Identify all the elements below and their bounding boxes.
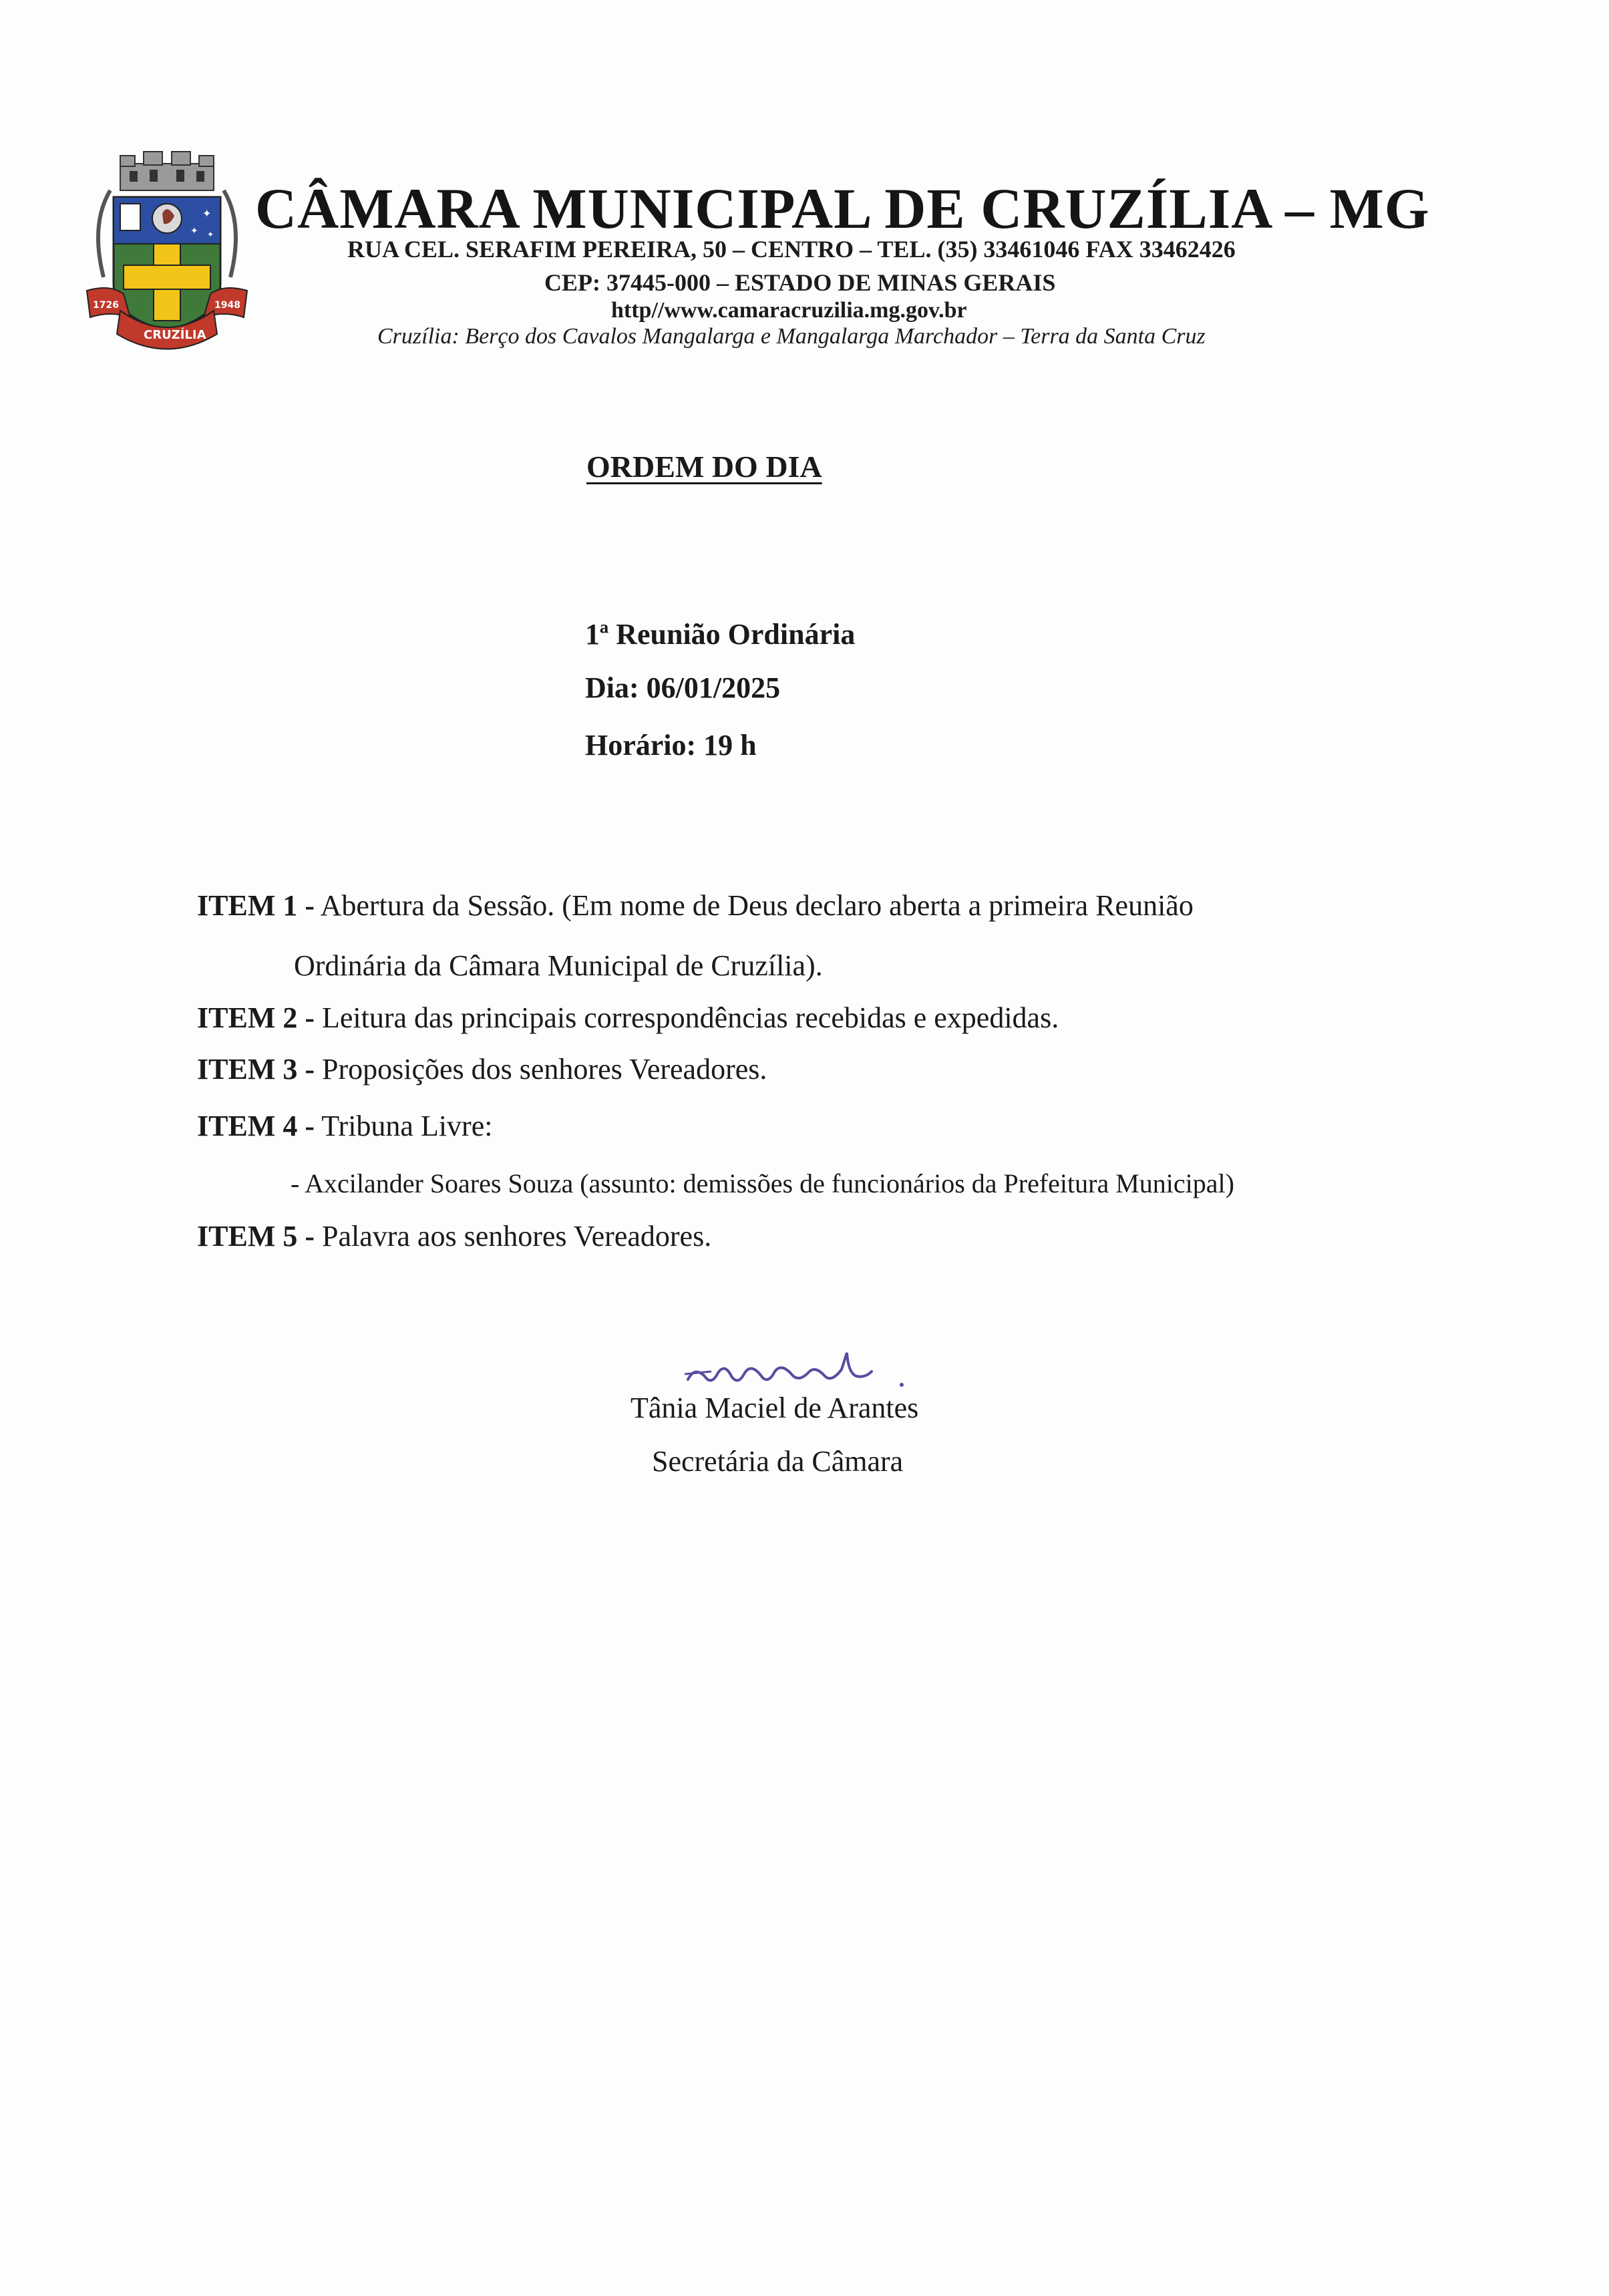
agenda-item-5 [197,1219,711,1253]
coat-of-arms-logo [83,150,250,351]
cep-line: CEP: 37445-000 – ESTADO DE MINAS GERAIS [544,269,1056,296]
right-branch [224,190,236,277]
svg-text:1726: 1726 [93,300,119,311]
agenda-item-1-continuation: Ordinária da Câmara Municipal de Cruzília). [294,949,823,982]
meeting-date: Dia: 06/01/2025 [585,671,781,704]
institution-title: CÂMARA MUNICIPAL DE CRUZÍLIA – MG [255,176,1430,240]
item-label: ITEM 3 - [197,1053,315,1086]
item-text: Palavra aos senhores Vereadores. [315,1220,712,1253]
motto-line: Cruzília: Berço dos Cavalos Mangalarga e Mangalarga Marchador – Terra da Santa Cruz [377,324,1206,349]
svg-text:✦: ✦ [202,207,212,220]
mural-crown [120,152,214,190]
agenda-item-3 [197,1052,767,1086]
left-branch [98,190,110,277]
address-line: RUA CEL. SERAFIM PEREIRA, 50 – CENTRO – TEL. (35) 33461046 FAX 33462426 [347,236,1236,263]
svg-text:✦: ✦ [207,230,214,239]
item-text: Proposições dos senhores Vereadores. [315,1053,767,1086]
agenda-item-1 [197,888,1194,923]
svg-text:✦: ✦ [190,226,198,236]
document-heading: ORDEM DO DIA [586,450,822,484]
agenda-item-4 [197,1109,492,1143]
item-text: Tribuna Livre: [315,1110,493,1142]
signatory-name: Tânia Maciel de Arantes [631,1391,919,1424]
signatory-title: Secretária da Câmara [652,1445,904,1478]
svg-text:CRUZÍLIA: CRUZÍLIA [144,328,206,342]
item-label: ITEM 5 - [197,1220,315,1253]
agenda-item-2 [197,1001,1059,1035]
svg-text:1948: 1948 [214,300,240,311]
agenda-item-4-subitem: - Axcilander Soares Souza (assunto: demissões de funcionários da Prefeitura Municipal) [291,1168,1234,1198]
item-text: Abertura da Sessão. (Em nome de Deus declaro aberta a primeira Reunião [315,889,1194,922]
item-label: ITEM 4 - [197,1110,315,1142]
shield [114,197,220,331]
meeting-time: Horário: 19 h [585,729,757,762]
website-line: http//www.camaracruzilia.mg.gov.br [611,298,967,323]
item-text: Leitura das principais correspondências recebidas e expedidas. [315,1001,1059,1034]
item-label: ITEM 1 - [197,889,315,922]
meeting-name: 1ª Reunião Ordinária [585,618,856,651]
item-label: ITEM 2 - [197,1001,315,1034]
